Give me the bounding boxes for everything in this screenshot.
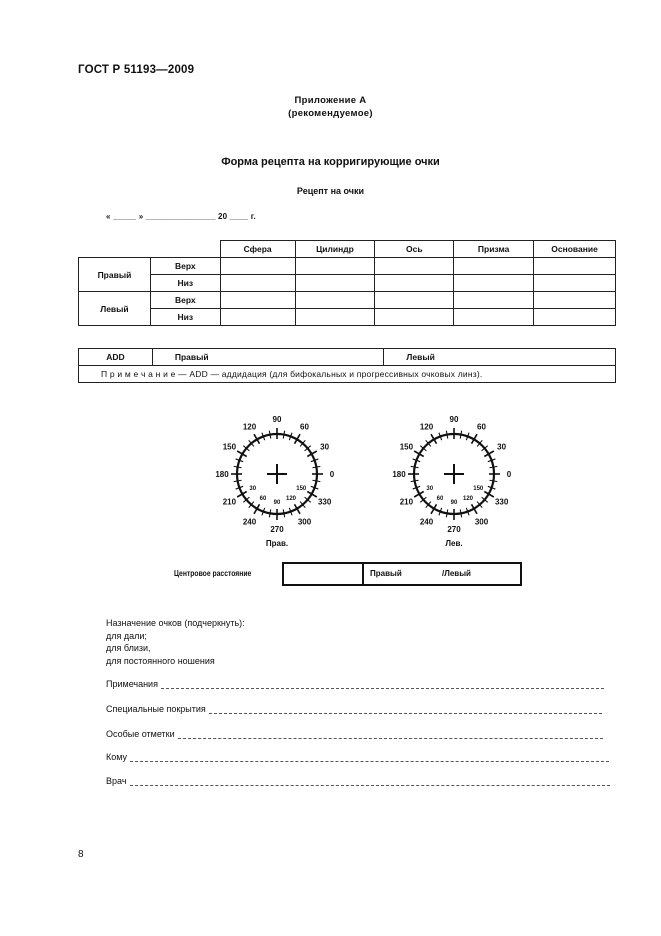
table-header-row bbox=[79, 241, 616, 258]
purpose-option[interactable]: для дали; bbox=[106, 631, 147, 641]
table-cell[interactable] bbox=[220, 275, 295, 292]
dial-tick bbox=[489, 480, 497, 481]
add-left-label: Левый bbox=[384, 349, 616, 366]
dial-tick bbox=[446, 509, 447, 517]
table-cell[interactable] bbox=[534, 258, 616, 275]
purpose-title: Назначение очков (подчеркнуть): bbox=[106, 618, 245, 628]
outer-angle-label: 270 bbox=[270, 525, 284, 534]
table-row bbox=[79, 275, 616, 292]
axis-dial-left bbox=[392, 415, 511, 548]
recipient-field[interactable] bbox=[106, 752, 609, 762]
table-cell[interactable] bbox=[454, 258, 534, 275]
outer-angle-label: 240 bbox=[419, 517, 434, 527]
note-row bbox=[79, 366, 616, 383]
dial-tick bbox=[312, 466, 320, 467]
axis-dial-right bbox=[215, 415, 334, 548]
table-row bbox=[79, 292, 616, 309]
pupil-distance-box[interactable] bbox=[282, 562, 522, 586]
dial-tick bbox=[312, 480, 320, 481]
column-header: Основание bbox=[534, 241, 616, 258]
table-cell[interactable] bbox=[220, 258, 295, 275]
outer-angle-label: 300 bbox=[297, 517, 312, 527]
outer-angle-label: 210 bbox=[222, 497, 237, 507]
table-row bbox=[79, 258, 616, 275]
row-label: Низ bbox=[150, 309, 220, 326]
eye-label: Левый bbox=[79, 292, 151, 326]
outer-angle-label: 90 bbox=[449, 415, 459, 424]
field-label: Специальные покрытия bbox=[106, 704, 206, 714]
date-line: « _____ » _______________ 20 ____ г. bbox=[106, 212, 256, 221]
rx-title: Рецепт на очки bbox=[296, 186, 365, 196]
outer-angle-label: 240 bbox=[242, 517, 257, 527]
row-label: Низ bbox=[150, 275, 220, 292]
outer-angle-label: 120 bbox=[419, 422, 434, 432]
table-cell[interactable] bbox=[454, 275, 534, 292]
inner-angle-label: 60 bbox=[259, 496, 267, 503]
dial-tick bbox=[446, 431, 447, 439]
dial-caption: Лев. bbox=[445, 539, 463, 548]
outer-angle-label: 210 bbox=[399, 497, 414, 507]
table-cell[interactable] bbox=[454, 309, 534, 326]
inner-angle-label: 120 bbox=[285, 496, 297, 503]
table-cell[interactable] bbox=[534, 309, 616, 326]
field-label: Особые отметки bbox=[106, 729, 175, 739]
eye-label: Правый bbox=[79, 258, 151, 292]
notes-field[interactable] bbox=[106, 679, 604, 689]
add-right-label: Правый bbox=[152, 349, 384, 366]
outer-angle-label: 300 bbox=[474, 517, 489, 527]
field-line[interactable] bbox=[161, 679, 604, 689]
axis-dials bbox=[200, 404, 530, 554]
inner-angle-label: 90 bbox=[273, 500, 281, 506]
inner-angle-label: 150 bbox=[473, 486, 484, 492]
special-marks-field[interactable] bbox=[106, 729, 603, 739]
dial-tick bbox=[234, 466, 242, 467]
inner-angle-label: 120 bbox=[462, 496, 474, 503]
table-cell[interactable] bbox=[375, 258, 454, 275]
table-cell[interactable] bbox=[534, 275, 616, 292]
inner-angle-label: 90 bbox=[450, 500, 458, 506]
field-label: Примечания bbox=[106, 679, 158, 689]
purpose-option[interactable]: для близи, bbox=[106, 643, 151, 653]
dial-tick bbox=[234, 480, 242, 481]
column-header: Цилиндр bbox=[295, 241, 375, 258]
add-label: ADD bbox=[79, 349, 153, 366]
field-label: Кому bbox=[106, 752, 128, 762]
prescription-table bbox=[78, 240, 616, 326]
table-cell[interactable] bbox=[295, 258, 375, 275]
dial-tick bbox=[283, 431, 284, 439]
dial-tick bbox=[283, 509, 284, 517]
dial-tick bbox=[489, 466, 497, 467]
table-cell[interactable] bbox=[375, 292, 454, 309]
page-number: 8 bbox=[78, 849, 84, 860]
doctor-field[interactable] bbox=[106, 776, 610, 786]
outer-angle-label: 60 bbox=[477, 422, 486, 432]
coatings-field[interactable] bbox=[106, 704, 602, 714]
table-cell[interactable] bbox=[534, 292, 616, 309]
table-cell[interactable] bbox=[375, 275, 454, 292]
dial-caption: Прав. bbox=[265, 539, 289, 548]
dial-tick bbox=[411, 480, 419, 481]
outer-angle-label: 330 bbox=[494, 497, 509, 507]
dial-tick bbox=[460, 509, 461, 517]
dial-tick bbox=[269, 431, 270, 439]
table-cell[interactable] bbox=[295, 292, 375, 309]
outer-angle-label: 30 bbox=[497, 442, 507, 452]
table-cell[interactable] bbox=[295, 275, 375, 292]
outer-angle-label: 150 bbox=[399, 442, 414, 452]
table-cell[interactable] bbox=[375, 309, 454, 326]
table-cell[interactable] bbox=[454, 292, 534, 309]
pupil-distance-label: Центровое расстояние bbox=[174, 569, 252, 578]
column-header: Ось bbox=[375, 241, 454, 258]
dial-tick bbox=[411, 466, 419, 467]
column-header: Сфера bbox=[220, 241, 295, 258]
purpose-option[interactable]: для постоянного ношения bbox=[106, 656, 215, 666]
pupil-distance-left: /Левый bbox=[442, 569, 471, 578]
table-cell[interactable] bbox=[220, 309, 295, 326]
dial-tick bbox=[269, 509, 270, 517]
field-line[interactable] bbox=[130, 776, 610, 786]
table-cell[interactable] bbox=[295, 309, 375, 326]
dial-tick bbox=[460, 431, 461, 439]
divider bbox=[362, 564, 364, 584]
column-header: Призма bbox=[454, 241, 534, 258]
appendix-title: Приложение А bbox=[294, 95, 367, 106]
inner-angle-label: 30 bbox=[249, 486, 257, 492]
add-table bbox=[78, 348, 616, 383]
form-title: Форма рецепта на корригирующие очки bbox=[221, 156, 440, 168]
field-label: Врач bbox=[106, 776, 127, 786]
outer-angle-label: 120 bbox=[242, 422, 257, 432]
field-line[interactable] bbox=[178, 729, 603, 739]
inner-angle-label: 150 bbox=[296, 486, 307, 492]
row-label: Верх bbox=[150, 258, 220, 275]
outer-angle-label: 90 bbox=[272, 415, 282, 424]
outer-angle-label: 0 bbox=[329, 470, 335, 479]
row-label: Верх bbox=[150, 292, 220, 309]
pupil-distance-right: Правый bbox=[370, 569, 402, 578]
field-line[interactable] bbox=[209, 704, 602, 714]
outer-angle-label: 270 bbox=[447, 525, 461, 534]
outer-angle-label: 180 bbox=[215, 470, 229, 479]
outer-angle-label: 60 bbox=[300, 422, 309, 432]
inner-angle-label: 30 bbox=[426, 486, 434, 492]
table-cell[interactable] bbox=[220, 292, 295, 309]
inner-angle-label: 60 bbox=[436, 496, 444, 503]
outer-angle-label: 330 bbox=[317, 497, 332, 507]
add-row bbox=[79, 349, 616, 366]
outer-angle-label: 150 bbox=[222, 442, 237, 452]
appendix-subtitle: (рекомендуемое) bbox=[288, 108, 373, 119]
add-note: П р и м е ч а н и е — ADD — аддидация (для бифокальных и прогрессивных очковых линз). bbox=[79, 366, 616, 383]
outer-angle-label: 0 bbox=[506, 470, 512, 479]
field-line[interactable] bbox=[130, 752, 609, 762]
outer-angle-label: 180 bbox=[392, 470, 406, 479]
outer-angle-label: 30 bbox=[320, 442, 330, 452]
table-row bbox=[79, 309, 616, 326]
document-code: ГОСТ Р 51193—2009 bbox=[78, 64, 195, 76]
